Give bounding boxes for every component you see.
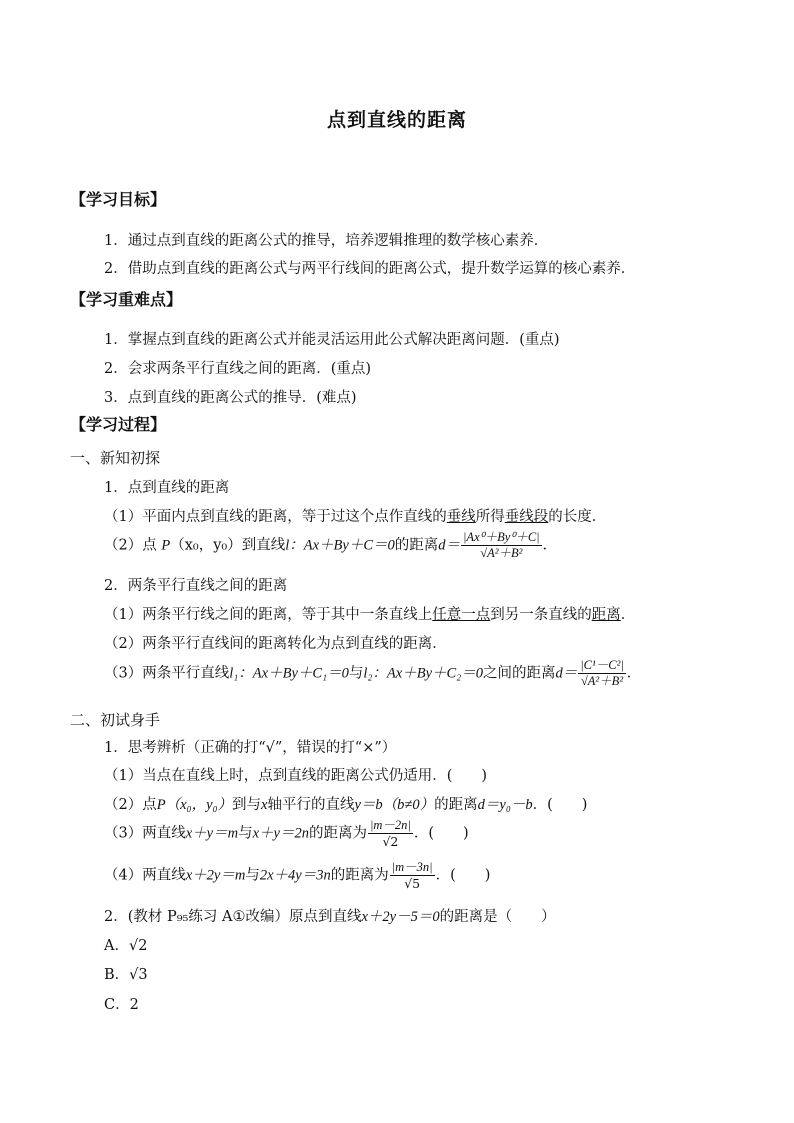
part2-label: 二、初试身手 — [70, 711, 161, 729]
term-perpendicular-segment: 垂线段 — [504, 509, 549, 525]
keypoint-item-1: 1．掌握点到直线的距离公式并能灵活运用此公式解决距离问题．(重点) — [104, 332, 560, 348]
sub2-para1: （1）两条平行线之间的距离，等于其中一条直线上任意一点到另一条直线的距离． — [104, 607, 636, 623]
q2-option-a: A．√2 — [104, 938, 148, 954]
q1-3-fraction: $\frac{|m-2n|}{√2}$ — [369, 818, 411, 849]
q2-option-b: B．√3 — [104, 967, 148, 983]
sub1-para2: （2）点 P（x₀，y₀）到直线l：Ax＋By＋C＝0的距离d＝ $\frac{\text{|Ax⁰＋By⁰＋C|}}{\text{√A²＋B²}}$ ． — [104, 530, 558, 560]
q1-label: 1．思考辨析（正确的打“√”，错误的打“×”） — [104, 740, 397, 756]
q1-item-2: （2）点P（x₀，y₀）到与x轴平行的直线y＝b（b≠0）的距离d＝y₀－b．( ) — [104, 797, 588, 813]
keypoints-heading: 【学习重难点】 — [70, 290, 183, 309]
parallel-lines-distance-formula: $\frac{\text{|C¹－C²|}}{\text{√A²＋B²}}$ — [580, 658, 624, 688]
term-distance: 距离 — [591, 607, 621, 623]
q1-item-4: （4）两直线x＋2y＝m与2x＋4y＝3n的距离为 $\frac{|m-3n|}{√5}$ ．( ) — [104, 860, 491, 891]
keypoint-item-3: 3．点到直线的距离公式的推导．(难点) — [104, 390, 357, 406]
goal-item-1: 1．通过点到直线的距离公式的推导，培养逻辑推理的数学核心素养． — [104, 233, 549, 249]
sub1-para1: （1）平面内点到直线的距离，等于过这个点作直线的垂线所得垂线段的长度． — [104, 509, 607, 525]
sub1-label: 1．点到直线的距离 — [104, 480, 230, 496]
keypoint-item-2: 2．会求两条平行直线之间的距离．(重点) — [104, 361, 372, 377]
q2-stem: 2．(教材 P₉₅练习 A①改编）原点到直线x＋2y－5＝0的距离是（ ） — [104, 909, 556, 925]
term-any-point: 任意一点 — [432, 607, 491, 623]
goals-heading: 【学习目标】 — [70, 190, 167, 209]
goal-item-2: 2．借助点到直线的距离公式与两平行线间的距离公式，提升数学运算的核心素养． — [104, 261, 636, 277]
term-perpendicular: 垂线 — [446, 509, 476, 525]
sub2-para3: （3）两条平行直线l₁：Ax＋By＋C₁＝0与l₂：Ax＋By＋C₂＝0之间的距离d＝ $\frac{\text{|C¹－C²|}}{\text{√A²＋B²}}$ ． — [104, 658, 642, 688]
process-heading: 【学习过程】 — [70, 415, 167, 434]
point-line-distance-formula: $\frac{\text{|Ax⁰＋By⁰＋C|}}{\text{√A²＋B²}}$ — [463, 530, 540, 560]
q1-item-3: （3）两直线x＋y＝m与x＋y＝2n的距离为 $\frac{|m-2n|}{√2}$ ．( ) — [104, 818, 469, 849]
sub2-para2: （2）两条平行直线间的距离转化为点到直线的距离． — [104, 636, 447, 652]
page-title: 点到直线的距离 — [326, 109, 467, 131]
q1-item-1: （1）当点在直线上时，点到直线的距离公式仍适用．( ) — [104, 768, 488, 784]
q1-4-fraction: $\frac{|m-3n|}{√5}$ — [391, 860, 433, 891]
part1-label: 一、新知初探 — [70, 449, 161, 467]
sub2-label: 2．两条平行直线之间的距离 — [104, 578, 288, 594]
q2-option-c: C．2 — [104, 997, 139, 1013]
